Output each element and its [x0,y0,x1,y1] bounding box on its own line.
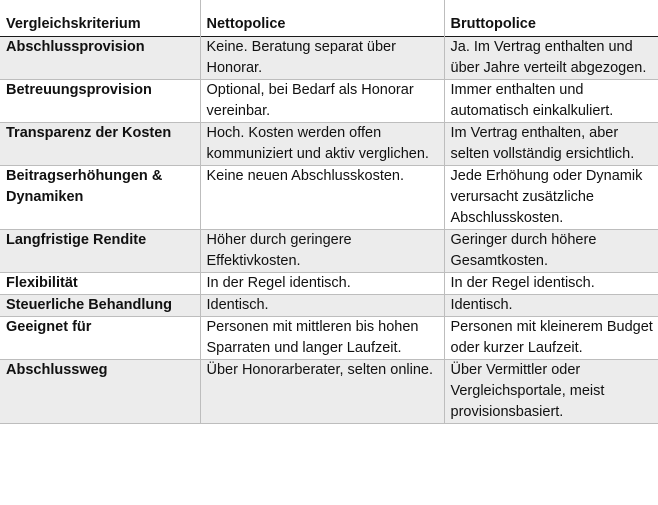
table-row [0,80,658,123]
row-criterion: Transparenz der Kosten [6,125,172,141]
row-brutto: Geringer durch höhere Gesamtkosten. [444,230,658,273]
header-nettopolice: Nettopolice [200,0,444,37]
row-criterion: Flexibilität [6,275,78,291]
table-row [0,317,658,360]
row-criterion: Abschlussprovision [6,39,145,55]
row-netto: Keine neuen Abschlusskosten. [200,166,444,230]
table-row [0,166,658,230]
row-brutto: Ja. Im Vertrag enthalten und über Jahre verteilt abgezogen. [444,37,658,80]
row-criterion: Beitragserhöhungen & Dynamiken [6,168,163,205]
row-criterion: Langfristige Rendite [6,232,147,248]
row-netto: Keine. Beratung separat über Honorar. [200,37,444,80]
table-row [0,123,658,166]
row-netto: Personen mit mittleren bis hohen Sparraten und langer Laufzeit. [200,317,444,360]
row-criterion: Abschlussweg [6,362,108,378]
table-row [0,230,658,273]
row-netto: Höher durch geringere Effektivkosten. [200,230,444,273]
row-criterion: Steuerliche Behandlung [6,297,172,313]
row-netto: Hoch. Kosten werden offen kommuniziert und aktiv verglichen. [200,123,444,166]
table-row [0,273,658,295]
row-brutto: Personen mit kleinerem Budget oder kurzer Laufzeit. [444,317,658,360]
row-brutto: Im Vertrag enthalten, aber selten vollständig ersichtlich. [444,123,658,166]
row-netto: In der Regel identisch. [200,273,444,295]
row-brutto: Jede Erhöhung oder Dynamik verursacht zusätzliche Abschlusskosten. [444,166,658,230]
row-criterion: Betreuungsprovision [6,82,152,98]
row-criterion: Geeignet für [6,319,92,335]
row-brutto: Immer enthalten und automatisch einkalkuliert. [444,80,658,123]
table-header-row [0,0,658,37]
row-netto: Identisch. [200,295,444,317]
row-netto: Optional, bei Bedarf als Honorar vereinbar. [200,80,444,123]
row-netto: Über Honorarberater, selten online. [200,360,444,424]
table-row [0,37,658,80]
header-bruttopolice: Bruttopolice [444,0,658,37]
row-brutto: Über Vermittler oder Vergleichsportale, meist provisionsbasiert. [444,360,658,424]
row-brutto: Identisch. [444,295,658,317]
table-row [0,295,658,317]
row-brutto: In der Regel identisch. [444,273,658,295]
header-criterion: Vergleichskriterium [6,16,141,32]
table-row [0,360,658,424]
